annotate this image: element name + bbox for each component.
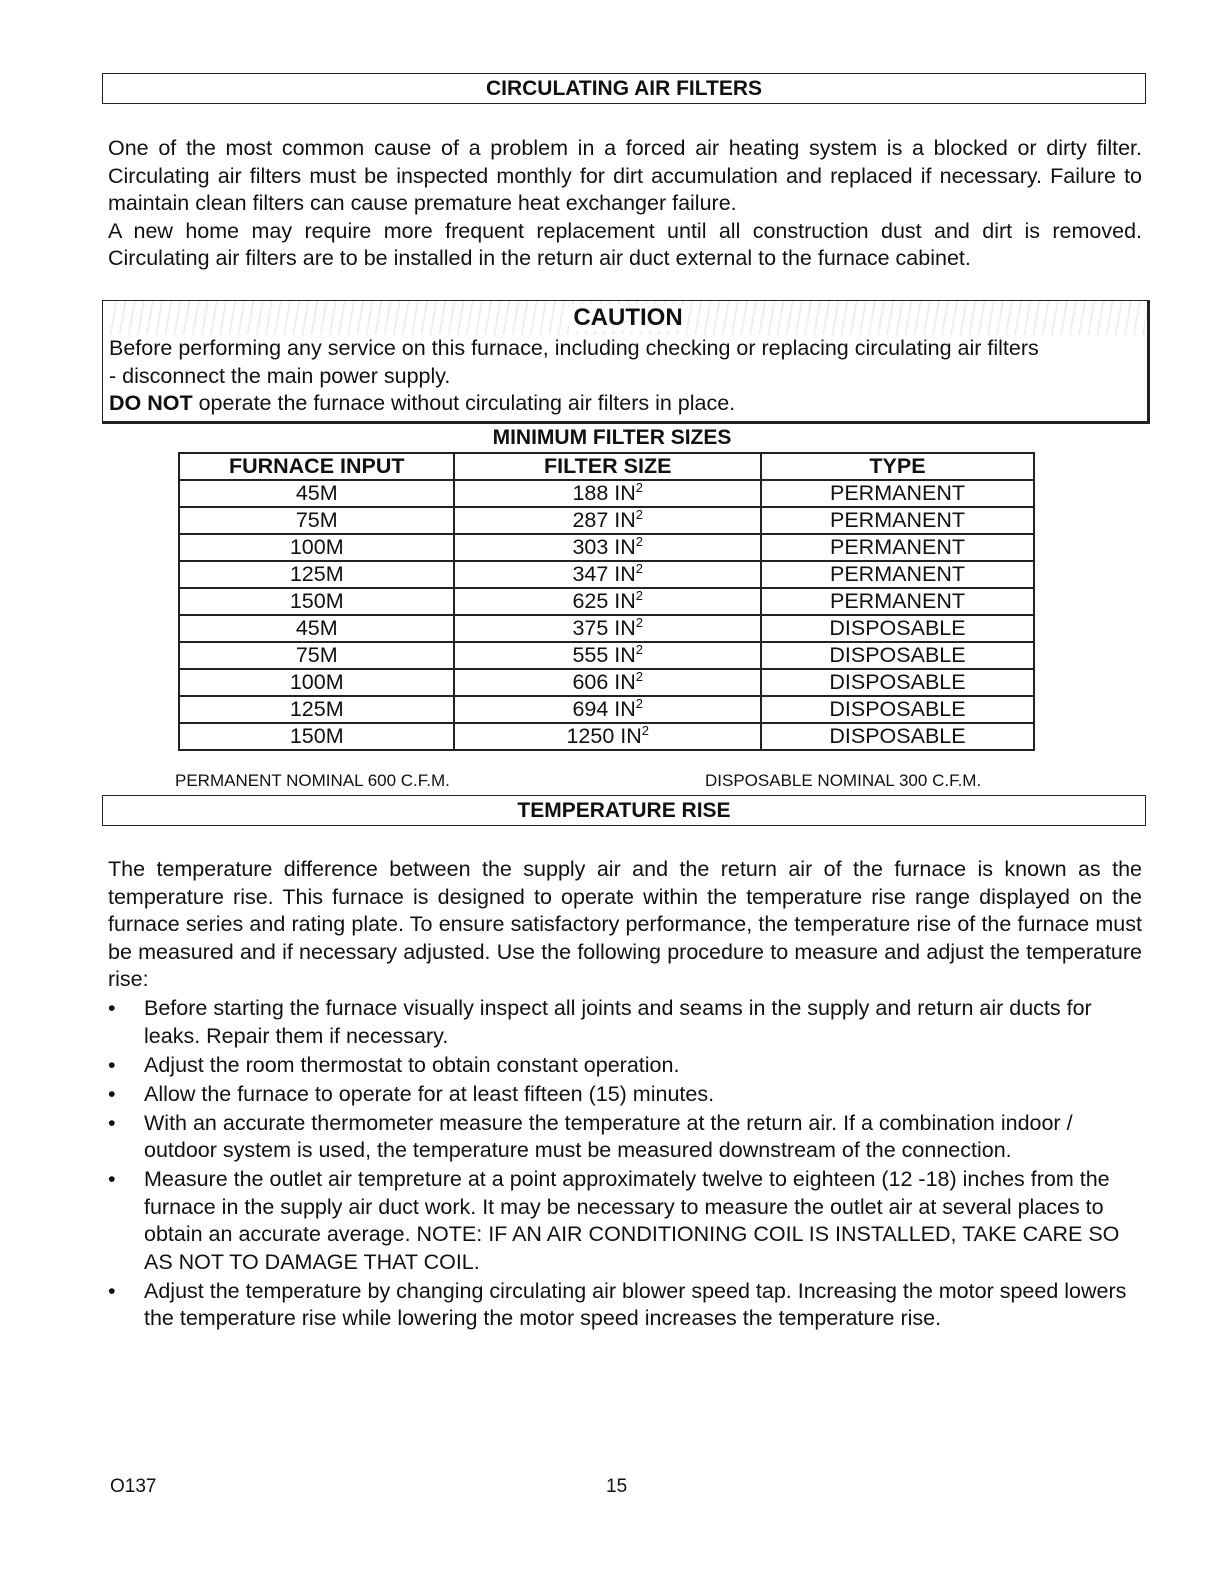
furnace-input-cell: 125M <box>179 561 454 588</box>
filter-type-cell: PERMANENT <box>761 561 1034 588</box>
do-not-emphasis: DO NOT <box>109 391 193 415</box>
filter-size-cell: 303 $IN^2$ <box>454 534 761 561</box>
table-row <box>179 642 1034 669</box>
filter-size-cell: 347 $IN^2$ <box>454 561 761 588</box>
procedure-list <box>108 995 1142 1334</box>
filter-type-cell: PERMANENT <box>761 588 1034 615</box>
document-code: O137 <box>110 1476 157 1497</box>
table-header-row <box>179 453 1034 480</box>
filter-type-cell: PERMANENT <box>761 534 1034 561</box>
table-row <box>179 480 1034 507</box>
heading-text: CIRCULATING AIR FILTERS <box>485 77 763 100</box>
list-item: • Adjust the temperature by changing circulating air blower speed tap. Increasing the motor speed lowers the temperature rise while lowering the motor speed increases the temperature rise. <box>108 1278 1127 1330</box>
caution-line: Before performing any service on this furnace, including checking or replacing circulating air filters <box>109 336 1039 360</box>
page-number: 15 <box>606 1476 628 1497</box>
filter-size-cell: 1250 $IN^2$ <box>454 723 761 750</box>
caution-line: - disconnect the main power supply. <box>109 363 451 388</box>
filter-size-cell: 188 $IN^2$ <box>454 480 761 507</box>
filter-type-cell: DISPOSABLE <box>761 615 1034 642</box>
bullet-icon: • <box>108 1110 116 1135</box>
table-row <box>179 588 1034 615</box>
furnace-input-cell: 75M <box>179 642 454 669</box>
furnace-input-cell: 45M <box>179 480 454 507</box>
furnace-input-cell: 100M <box>179 534 454 561</box>
bullet-icon: • <box>108 1167 116 1191</box>
table-row <box>179 507 1034 534</box>
table-title: MINIMUM FILTER SIZES <box>492 426 732 449</box>
paragraph: A new home may require more frequent replacement until all construction dust and dirt is removed. Circulating air filters are to be installed in the return air duct external to the furnace cabinet. <box>108 218 1142 270</box>
table-row <box>179 696 1034 723</box>
section-heading-circulating-air-filters <box>102 73 1146 104</box>
disposable-cfm-note: DISPOSABLE NOMINAL 300 C.F.M. <box>705 771 982 790</box>
minimum-filter-sizes-table <box>178 452 1035 751</box>
heading-text: TEMPERATURE RISE <box>517 799 731 822</box>
filter-size-cell: 625 $IN^2$ <box>454 588 761 615</box>
furnace-input-cell: 100M <box>179 669 454 696</box>
table-row <box>179 669 1034 696</box>
table-row <box>179 723 1034 750</box>
furnace-input-cell: 125M <box>179 696 454 723</box>
caution-box <box>102 300 1150 424</box>
filters-description <box>108 135 1142 273</box>
bullet-icon: • <box>108 1081 116 1106</box>
furnace-input-cell: 150M <box>179 723 454 750</box>
furnace-input-cell: 150M <box>179 588 454 615</box>
list-item: • Allow the furnace to operate for at least fifteen (15) minutes. <box>108 1081 1142 1109</box>
paragraph: One of the most common cause of a problem in a forced air heating system is a blocked or dirty filter. Circulating air filters must be inspected monthly for dirt accumulation and replaced if necessary. Failure to maintain clean filters can cause premature heat exchanger failure. <box>108 136 1142 215</box>
list-item: • With an accurate thermometer measure the temperature at the return air. If a combination indoor / outdoor system is used, the temperature must be measured downstream of the connection. <box>108 1110 1073 1162</box>
furnace-input-cell: 45M <box>179 615 454 642</box>
list-item: • Measure the outlet air tempreture at a point approximately twelve to eighteen (12 -18) inches from the furnace in the supply air duct work. It may be necessary to measure the outlet air at several places to obtain an accurate average. NOTE: IF AN AIR CONDITIONING COIL IS INSTALLED, TAKE CARE SO AS NOT TO DAMAGE THAT COIL. <box>108 1167 1120 1274</box>
bullet-icon: • <box>108 1278 116 1303</box>
filter-size-cell: 287 $IN^2$ <box>454 507 761 534</box>
filter-size-cell: 694 $IN^2$ <box>454 696 761 723</box>
paragraph: The temperature difference between the supply air and the return air of the furnace is known as the temperature rise. This furnace is designed to operate within the temperature rise range displayed on the furnace series and rating plate. To ensure satisfactory performance, the temperature rise of the furnace must be measured and if necessary adjusted. Use the following procedure to measure and adjust the temperature rise: <box>108 857 1142 991</box>
temperature-rise-intro <box>108 856 1142 994</box>
filter-type-cell: DISPOSABLE <box>761 696 1034 723</box>
filter-size-cell: 375 $IN^2$ <box>454 615 761 642</box>
section-heading-temperature-rise <box>102 795 1146 826</box>
filter-type-cell: DISPOSABLE <box>761 669 1034 696</box>
table-row <box>179 615 1034 642</box>
caution-line: DO NOT operate the furnace without circulating air filters in place. <box>109 391 736 415</box>
table-row <box>179 534 1034 561</box>
filter-type-cell: PERMANENT <box>761 480 1034 507</box>
column-header: FURNACE INPUT <box>179 453 454 480</box>
column-header: TYPE <box>761 453 1034 480</box>
filter-type-cell: DISPOSABLE <box>761 642 1034 669</box>
filter-type-cell: DISPOSABLE <box>761 723 1034 750</box>
caution-title: CAUTION <box>109 301 1147 335</box>
filter-type-cell: PERMANENT <box>761 507 1034 534</box>
filter-size-cell: 555 $IN^2$ <box>454 642 761 669</box>
list-item: • Adjust the room thermostat to obtain constant operation. <box>108 1052 1142 1080</box>
column-header: FILTER SIZE <box>454 453 761 480</box>
bullet-icon: • <box>108 1052 116 1077</box>
list-item: • Before starting the furnace visually inspect all joints and seams in the supply and return air ducts for leaks. Repair them if necessary. <box>108 996 1092 1048</box>
filter-size-cell: 606 $IN^2$ <box>454 669 761 696</box>
table-row <box>179 561 1034 588</box>
bullet-icon: • <box>108 996 116 1020</box>
permanent-cfm-note: PERMANENT NOMINAL 600 C.F.M. <box>175 771 450 790</box>
furnace-input-cell: 75M <box>179 507 454 534</box>
